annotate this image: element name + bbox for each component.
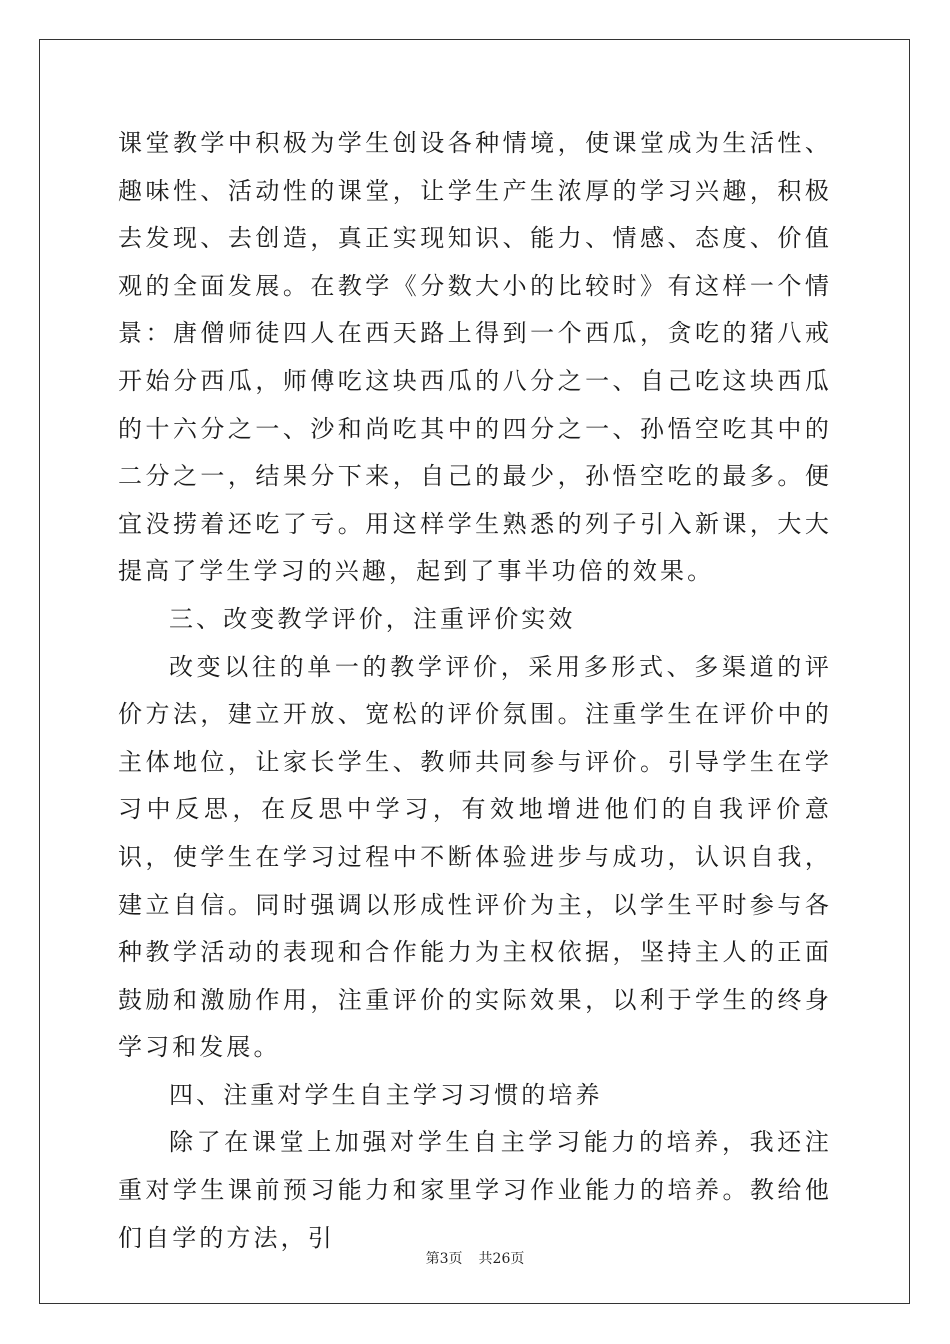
- body-paragraph: 除了在课堂上加强对学生自主学习能力的培养，我还注重对学生课前预习能力和家里学习作业能力的培养。教给他们自学的方法，引: [118, 1128, 832, 1252]
- total-pages: 共26页: [478, 1251, 525, 1267]
- section-heading: 四、注重对学生自主学习习惯的培养: [169, 1080, 603, 1109]
- page-footer: [0, 1248, 950, 1268]
- body-paragraph: 课堂教学中积极为学生创设各种情境，使课堂成为生活性、趣味性、活动性的课堂，让学生产生浓厚的学习兴趣，积极去发现、去创造，真正实现知识、能力、情感、态度、价值观的全面发展。在教学《分数大小的比较时》有这样一个情景：唐僧师徒四人在西天路上得到一个西瓜，贪吃的猪八戒开始分西瓜，师傅吃这块西瓜的八分之一、自己吃这块西瓜的十六分之一、沙和尚吃其中的四分之一、孙悟空吃其中的二分之一，结果分下来，自己的最少，孙悟空吃的最多。便宜没捞着还吃了亏。用这样学生熟悉的列子引入新课，大大提高了学生学习的兴趣，起到了事半功倍的效果。: [118, 129, 832, 586]
- page-number: 第3页: [425, 1251, 463, 1267]
- body-paragraph: 改变以往的单一的教学评价，采用多形式、多渠道的评价方法，建立开放、宽松的评价氛围。注重学生在评价中的主体地位，让家长学生、教师共同参与评价。引导学生在学习中反思，在反思中学习，有效地增进他们的自我评价意识，使学生在学习过程中不断体验进步与成功，认识自我，建立自信。同时强调以形成性评价为主，以学生平时参与各种教学活动的表现和合作能力为主权依据，坚持主人的正面鼓励和激励作用，注重评价的实际效果，以利于学生的终身学习和发展。: [118, 652, 832, 1062]
- section-heading: 三、改变教学评价，注重评价实效: [169, 604, 576, 633]
- document-body: [118, 120, 832, 1262]
